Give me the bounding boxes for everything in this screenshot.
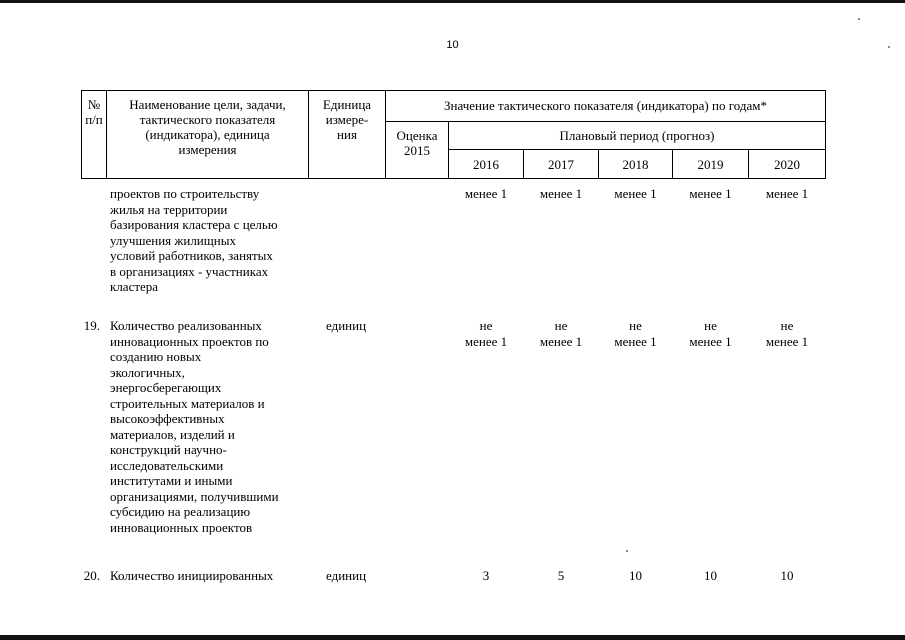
row-value-2018: менее 1 <box>614 186 657 201</box>
row-value-2019: менее 1 <box>689 186 732 201</box>
header-num: № п/п <box>81 90 107 179</box>
scan-speck <box>626 550 628 552</box>
row-name: Количество реализованных инновационных проектов по созданию новых экологичных, энергосберегающих строительных материалов и высокоэффективных материалов, изделий и конструкций научно- исследовательскими институтами и иными организациями, получившими субсидию на реализацию инновационных проектов <box>110 318 279 535</box>
row-value-2018: 10 <box>629 568 642 583</box>
header-estimate: Оценка 2015 <box>385 121 449 179</box>
scan-speck <box>858 18 860 20</box>
row-number: 19. <box>83 318 100 333</box>
row-value-2017: менее 1 <box>539 186 583 201</box>
page-number: 10 <box>446 39 459 51</box>
header-unit: Единица измере- ния <box>308 90 386 179</box>
header-year-2020: 2020 <box>748 149 826 179</box>
row-value-2020: менее 1 <box>765 186 809 201</box>
header-year-2016: 2016 <box>448 149 524 179</box>
header-year-2017: 2017 <box>523 149 599 179</box>
header-name: Наименование цели, задачи, тактического показателя (индикатора), единица измерения <box>106 90 309 179</box>
header-plan-period: Плановый период (прогноз) <box>448 121 826 150</box>
row-unit: единиц <box>326 318 367 333</box>
row-value-2016: не менее 1 <box>464 318 508 349</box>
row-value-2016: 3 <box>482 568 490 583</box>
row-value-2019: не менее 1 <box>689 318 732 349</box>
row-number: 20. <box>83 568 100 583</box>
scan-edge-top <box>0 0 905 3</box>
row-value-2017: 5 <box>557 568 565 583</box>
row-value-2016: менее 1 <box>464 186 508 201</box>
row-value-2018: не менее 1 <box>614 318 657 349</box>
scan-edge-bottom <box>0 635 905 640</box>
row-name: Количество инициированных <box>110 568 274 583</box>
row-unit: единиц <box>326 568 367 583</box>
row-name: проектов по строительству жилья на территории базирования кластера с целью улучшения жилищных условий работников, занятых в организациях - участниках кластера <box>110 186 278 294</box>
row-value-2017: не менее 1 <box>539 318 583 349</box>
scan-speck <box>888 46 890 48</box>
row-value-2020: не менее 1 <box>765 318 809 349</box>
row-value-2020: 10 <box>780 568 794 583</box>
header-year-2019: 2019 <box>672 149 749 179</box>
header-year-2018: 2018 <box>598 149 673 179</box>
row-value-2019: 10 <box>704 568 717 583</box>
header-values-group: Значение тактического показателя (индикатора) по годам* <box>385 90 826 122</box>
